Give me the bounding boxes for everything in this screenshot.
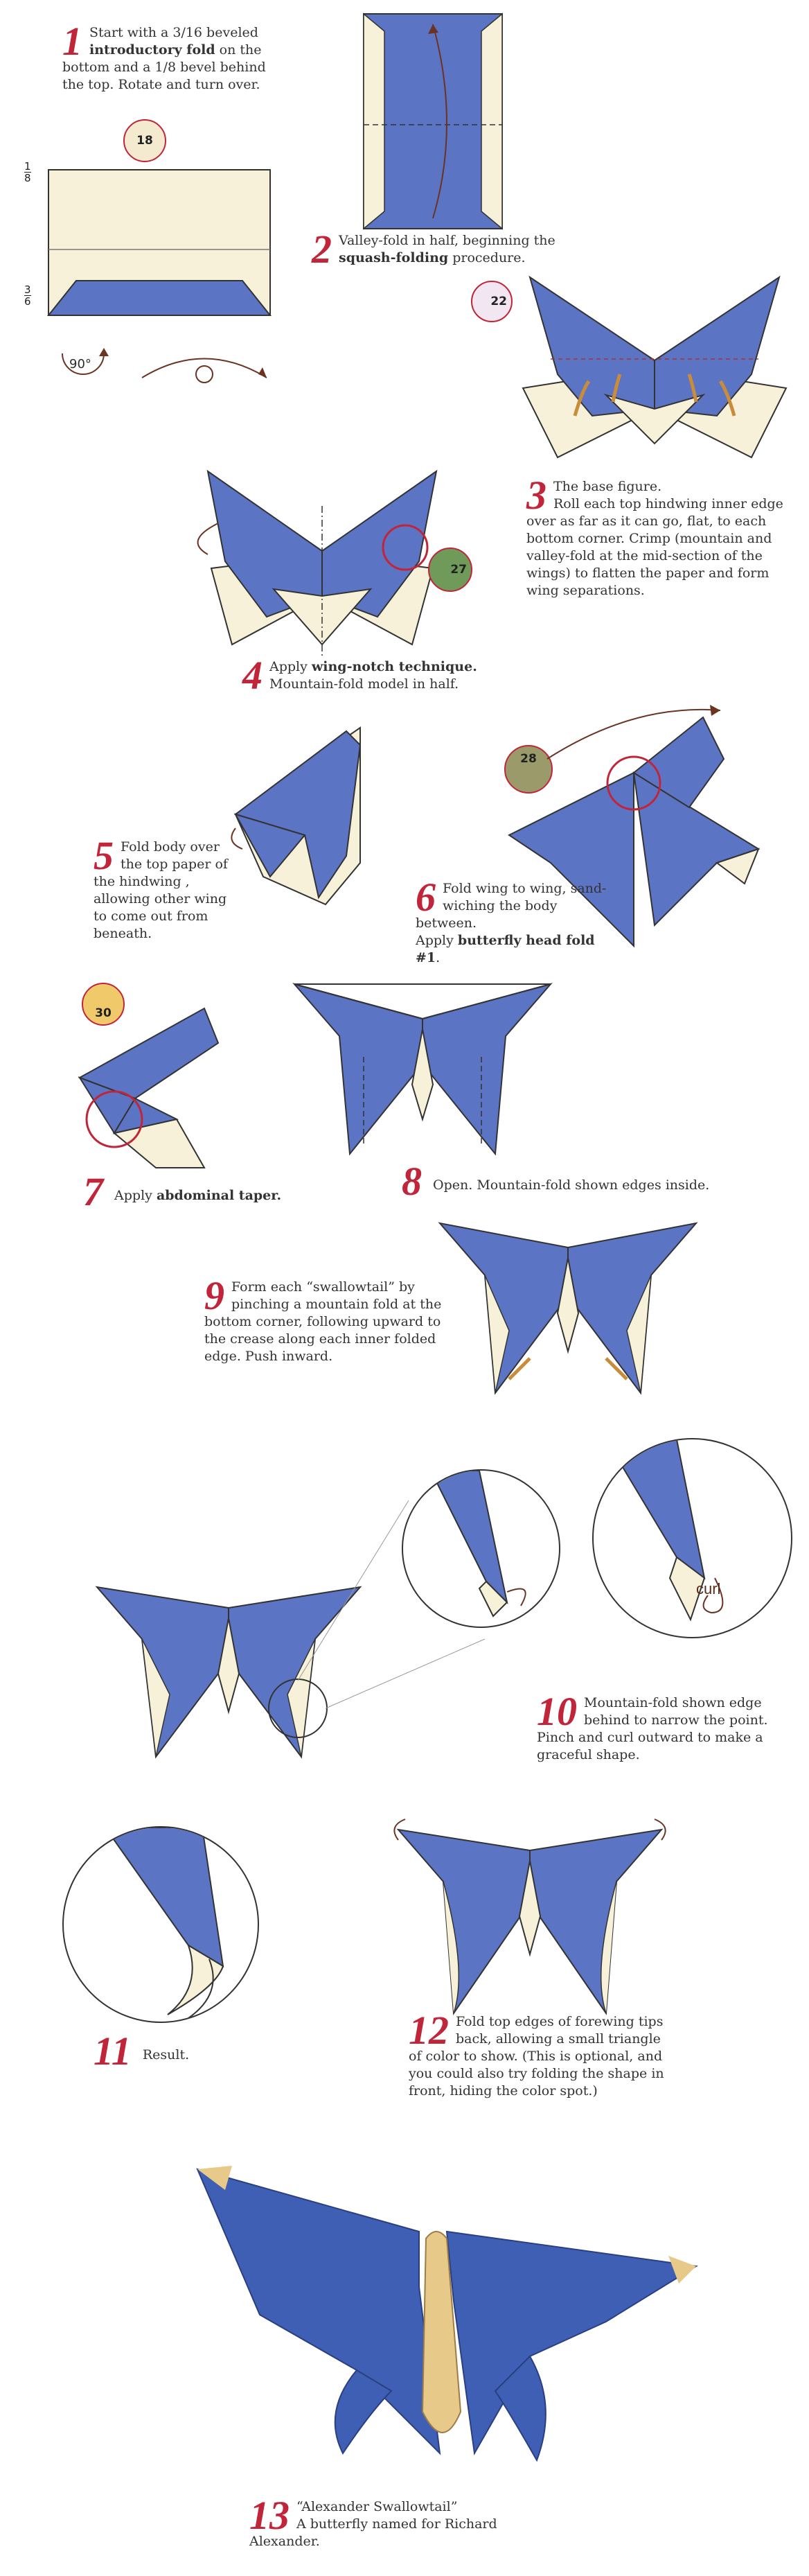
step-13-finished-model	[184, 2162, 710, 2467]
step-3-text: 3 The base figure. Roll each top hindwing inner edge over as far as it can go, flat, to each bottom corner. Crimp (mountain and valley-fold at the mid-section of the wings) to flatten the paper and form wing separations.	[526, 473, 783, 598]
step-3-diagram	[509, 270, 800, 471]
step-9-diagram	[433, 1220, 703, 1400]
step-number: 11	[94, 2029, 132, 2074]
step-number: 5	[94, 833, 114, 878]
turn-over-symbol	[135, 347, 274, 395]
step-2-diagram	[357, 10, 509, 232]
step-8-diagram	[287, 981, 558, 1161]
step-number: 1	[62, 19, 82, 64]
step-12-diagram	[384, 1812, 675, 2020]
step-9-text: 9 Form each “swallowtail” by pinching a mountain fold at the bottom corner, following upward to the crease along each inner folded edge. Push inward.	[204, 1273, 442, 1364]
step-4-diagram	[177, 464, 468, 665]
step-7-text: 7 Apply abdominal taper.	[83, 1169, 282, 1214]
step-8-text: 8 Open. Mountain-fold shown edges inside.	[402, 1159, 710, 1204]
step-1-text: 1 Start with a 3/16 beveled introductory fold on the bottom and a 1/8 bevel behind the top. Rotate and turn over.	[62, 19, 266, 92]
fraction-top: $\frac{1}{8}$	[24, 160, 31, 184]
step-4-text: 4 Apply wing-notch technique. Mountain-fold model in half.	[242, 653, 477, 698]
step-number: 13	[249, 2493, 290, 2538]
step-6-text: 6 Fold wing to wing, sand-wiching the body between. Apply butterfly head fold #1.	[416, 875, 607, 965]
reference-circle-27: 27	[428, 547, 472, 592]
step-13-text: 13 “Alexander Swallowtail” A butterfly named for Richard Alexander.	[249, 2493, 497, 2549]
step-number: 2	[312, 227, 332, 272]
step-number: 12	[409, 2008, 449, 2053]
step-5-diagram	[222, 724, 381, 918]
step-number: 4	[242, 653, 263, 698]
step-10-text: 10 Mountain-fold shown edge behind to narrow the point. Pinch and curl outward to make a graceful shape.	[537, 1689, 768, 1762]
step-11-zoom-circle	[62, 1826, 259, 2023]
step-number: 6	[416, 875, 436, 920]
step-5-text: 5 Fold body over the top paper of the hindwing , allowing other wing to come out from beneath.	[94, 833, 228, 941]
reference-circle-18: 18	[123, 119, 166, 162]
step-number: 8	[402, 1159, 422, 1204]
step-1-diagram	[17, 160, 281, 322]
reference-circle-22: 22	[471, 281, 513, 322]
step-12-text: 12 Fold top edges of forewing tips back, allowing a small triangle of color to show. (This is optional, and you could also try folding the shape in front, hiding the color spot.)	[409, 2008, 664, 2099]
step-11-text: 11 Result.	[94, 2029, 190, 2074]
reference-circle-28: 28	[504, 745, 553, 794]
curl-label: curl	[696, 1580, 721, 1597]
step-7-diagram	[73, 995, 225, 1175]
rotate-label: 90°	[69, 357, 91, 371]
reference-circle-30: 30	[82, 983, 125, 1026]
step-2-text: 2 Valley-fold in half, beginning the squash-folding procedure.	[312, 227, 555, 272]
step-number: 10	[537, 1689, 577, 1734]
step-number: 7	[83, 1169, 103, 1214]
step-number: 9	[204, 1273, 224, 1318]
step-10-zoom-circle-a	[402, 1469, 560, 1628]
step-number: 3	[526, 473, 546, 518]
fraction-bottom: $\frac{3}{6}$	[24, 283, 31, 308]
step-10-zoom-circle-b	[592, 1438, 792, 1638]
